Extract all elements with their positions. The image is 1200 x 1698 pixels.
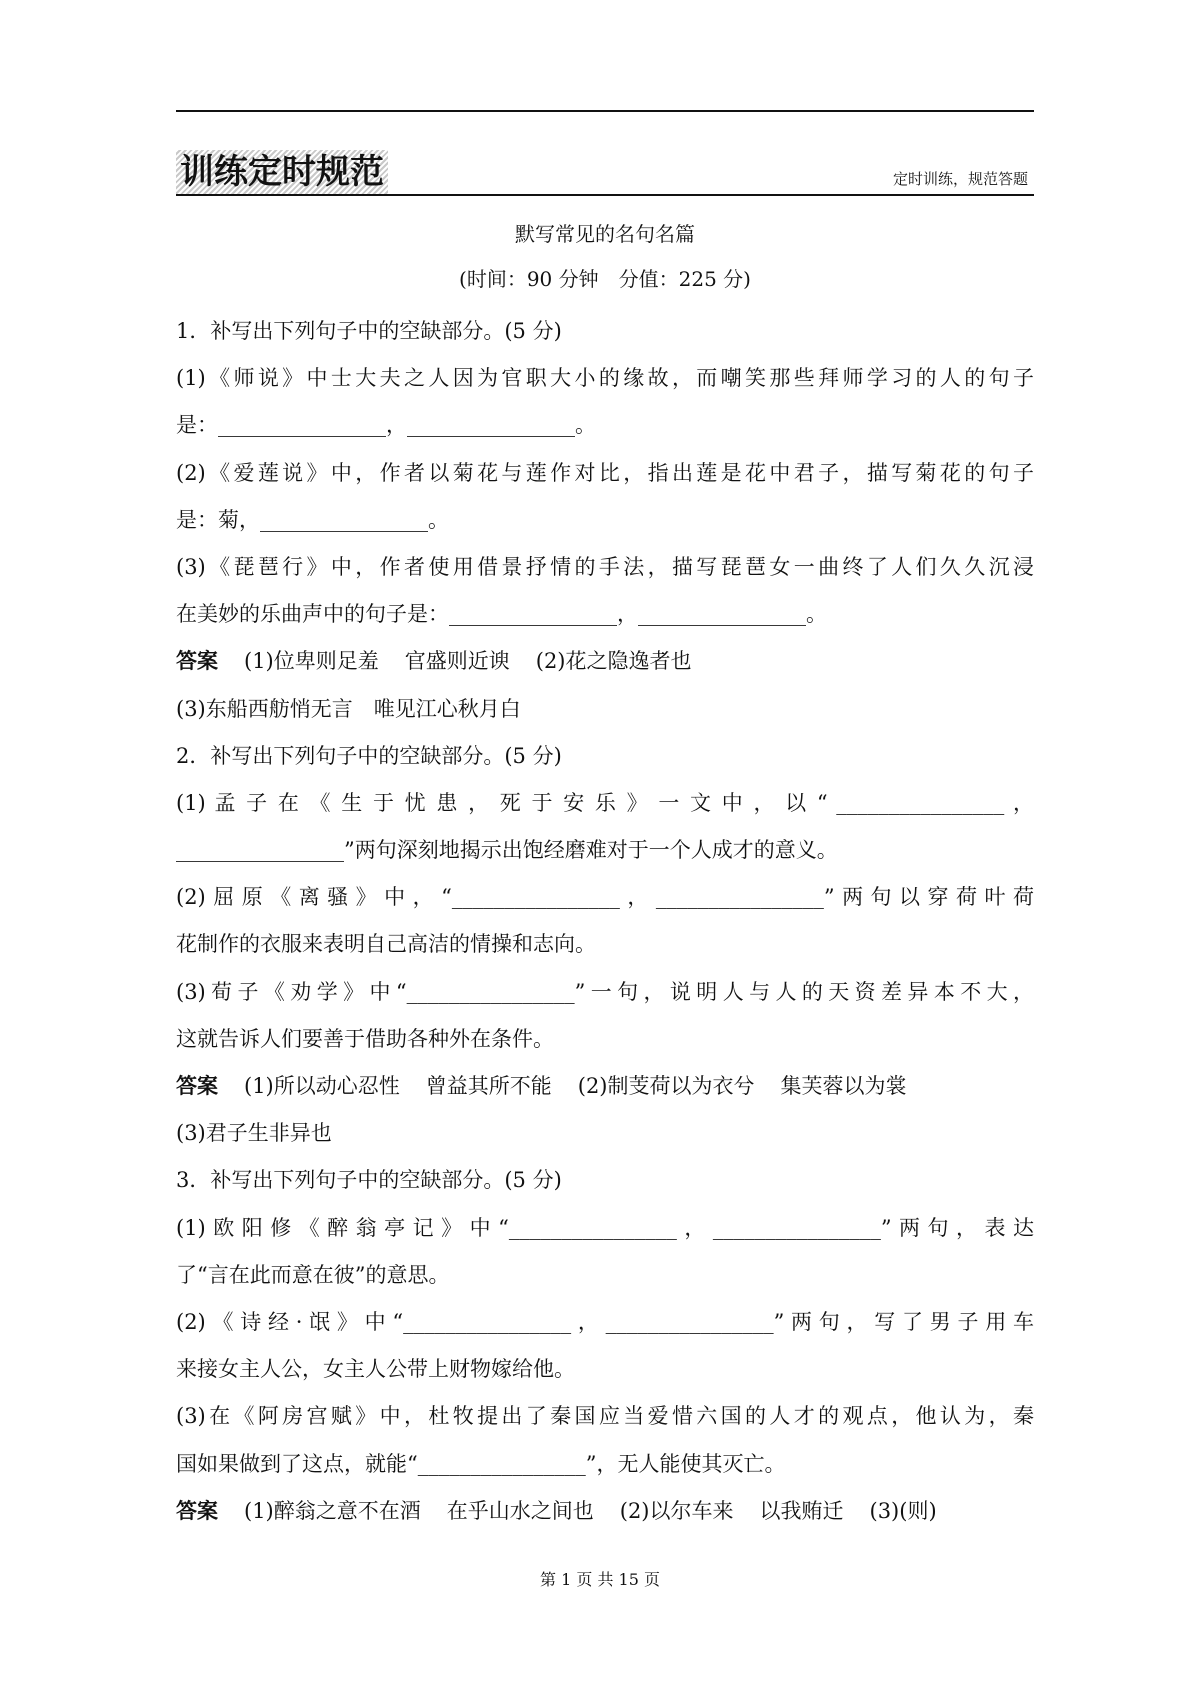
question-item-line: (2)《诗经·氓》中“________________，________________”两句，写了男子用车 xyxy=(176,1309,1034,1334)
answer-part: (1)位卑则足羞 xyxy=(244,649,379,674)
answer-part: (2)以尔车来 xyxy=(619,1498,734,1523)
answer-part: 集芙蓉以为裳 xyxy=(780,1074,907,1098)
answer-line xyxy=(176,638,1034,685)
question-stem: 2．补写出下列句子中的空缺部分。(5 分) xyxy=(176,743,562,768)
answer-part: (3)(则) xyxy=(869,1498,937,1523)
answer-part: 以我贿迁 xyxy=(759,1498,844,1523)
question-stem: 1．补写出下列句子中的空缺部分。(5 分) xyxy=(176,319,562,343)
question-item-line: 了“言在此而意在彼”的意思。 xyxy=(176,1262,450,1287)
question-item-line: (2)《爱莲说》中，作者以菊花与莲作对比，指出莲是花中君子，描写菊花的句子 xyxy=(176,460,1034,485)
answer-continuation: (3)东船西舫悄无言 唯见江心秋月白 xyxy=(176,696,521,721)
question-item-line: (1) 孟 子 在 《 生 于 忧 患 ， 死 于 安 乐 》 一 文 中 ， 以 “ ________________ ， xyxy=(176,790,1034,815)
section-header xyxy=(176,150,1034,196)
answer-part: (1)醉翁之意不在酒 xyxy=(244,1498,421,1523)
answer-label: 答案 xyxy=(176,1074,218,1098)
question-item-line: (3)在《阿房宫赋》中，杜牧提出了秦国应当爱惜六国的人才的观点，他认为，秦 xyxy=(176,1404,1034,1429)
document-title: 默写常见的名句名篇 xyxy=(515,222,695,246)
question-item-line: 这就告诉人们要善于借助各种外在条件。 xyxy=(176,1026,554,1051)
question-item-line: 来接女主人公，女主人公带上财物嫁给他。 xyxy=(176,1357,575,1382)
question-item-line: (2)屈原《离骚》中，“________________，________________”两句以穿荷叶荷 xyxy=(176,885,1034,910)
question-item-line: 在美妙的乐曲声中的句子是：________________，________________。 xyxy=(176,602,827,627)
question-item-line: (1)《师说》中士大夫之人因为官职大小的缘故，而嘲笑那些拜师学习的人的句子 xyxy=(176,366,1034,391)
section-subtitle: 定时训练，规范答题 xyxy=(892,170,1028,188)
question-item-line: 国如果做到了这点，就能“________________”，无人能使其灭亡。 xyxy=(176,1451,786,1476)
answer-line xyxy=(176,1063,1034,1110)
answer-line xyxy=(176,1488,1034,1535)
question-stem: 3．补写出下列句子中的空缺部分。(5 分) xyxy=(176,1168,562,1193)
question-item-line: 是：菊，________________。 xyxy=(176,507,449,532)
document-meta: (时间：90 分钟 分值：225 分) xyxy=(459,267,751,291)
page-number: 第 1 页 共 15 页 xyxy=(540,1570,660,1589)
answer-label: 答案 xyxy=(176,1498,218,1523)
section-rule xyxy=(176,194,1034,196)
question-item-line: 花制作的衣服来表明自己高洁的情操和志向。 xyxy=(176,932,596,957)
answer-part: (1)所以动心忍性 xyxy=(244,1074,400,1098)
question-item-line: 是：________________，________________。 xyxy=(176,413,596,438)
question-item-line: ________________”两句深刻地揭示出饱经磨难对于一个人成才的意义。 xyxy=(176,838,838,863)
question-item-line: (1)欧阳修《醉翁亭记》中“________________，________________”两句，表达 xyxy=(176,1215,1034,1240)
question-item-line: (3)荀子《劝学》中“________________”一句，说明人与人的天资差异本不大， xyxy=(176,979,1034,1004)
header-top-rule xyxy=(176,110,1034,112)
section-title: 训练定时规范 xyxy=(176,150,388,194)
question-content xyxy=(176,308,1034,1535)
answer-part: 官盛则近谀 xyxy=(404,649,510,674)
answer-part: 曾益其所不能 xyxy=(425,1074,552,1098)
answer-continuation: (3)君子生非异也 xyxy=(176,1121,332,1146)
answer-label: 答案 xyxy=(176,649,218,674)
answer-part: (2)制芰荷以为衣兮 xyxy=(577,1074,755,1098)
question-item-line: (3)《琵琶行》中，作者使用借景抒情的手法，描写琵琶女一曲终了人们久久沉浸 xyxy=(176,554,1034,579)
answer-part: (2)花之隐逸者也 xyxy=(535,649,692,674)
answer-part: 在乎山水之间也 xyxy=(446,1498,594,1523)
